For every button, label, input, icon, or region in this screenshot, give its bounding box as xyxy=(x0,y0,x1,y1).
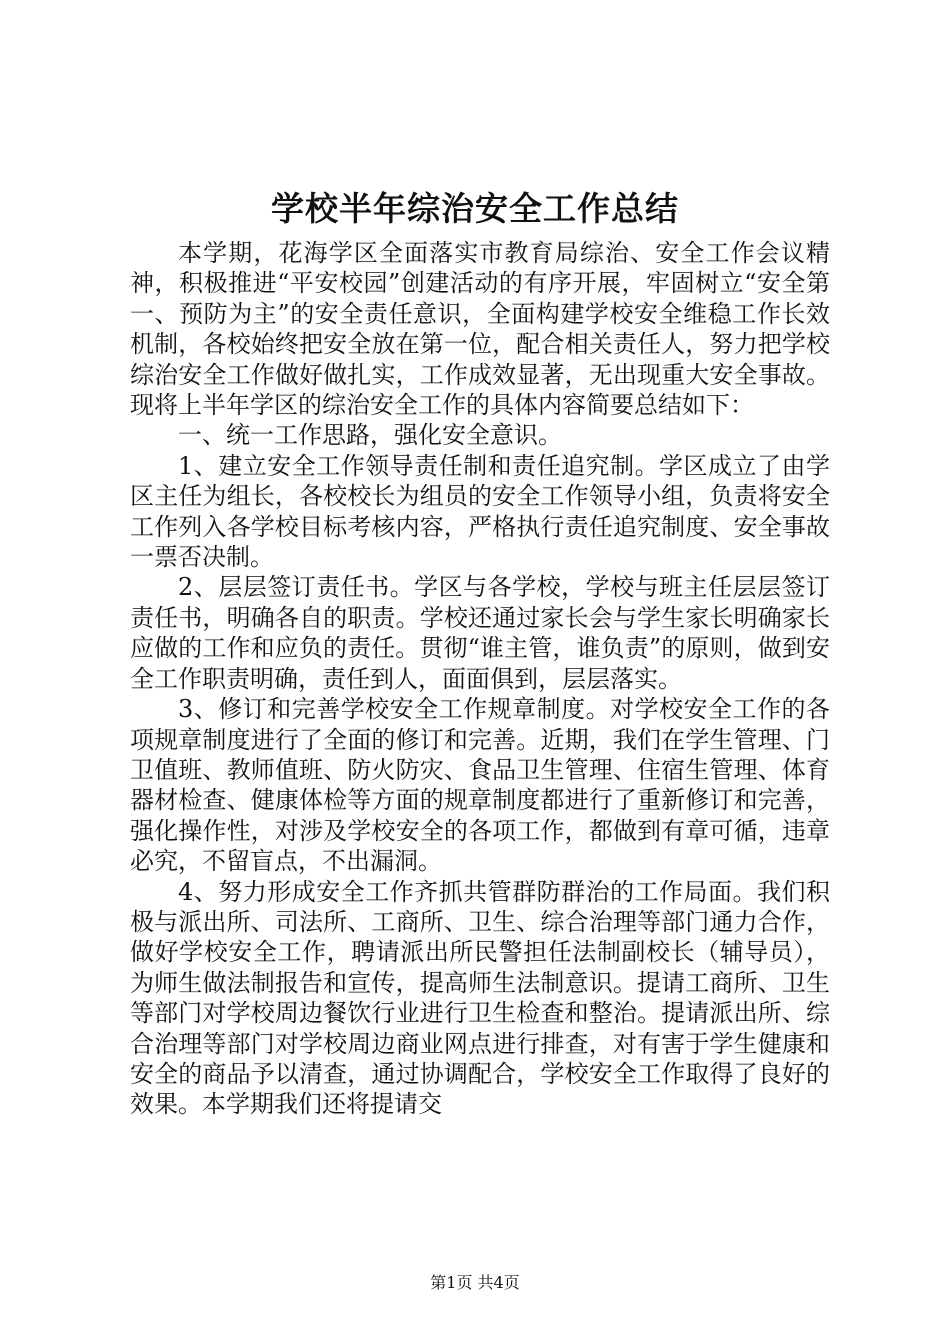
paragraph-item-4: 4、努力形成安全工作齐抓共管群防群治的工作局面。我们积极与派出所、司法所、工商所、卫生、综合治理等部门通力合作，做好学校安全工作，聘请派出所民警担任法制副校长（辅导员），为师生做法制报告和宣传，提高师生法制意识。提请工商所、卫生等部门对学校周边餐饮行业进行卫生检查和整治。提请派出所、综合治理等部门对学校周边商业网点进行排查，对有害于学生健康和安全的商品予以清查，通过协调配合，学校安全工作取得了良好的效果。本学期我们还将提请交 xyxy=(130,877,830,1119)
section-heading-1: 一、统一工作思路，强化安全意识。 xyxy=(178,421,562,450)
document-body xyxy=(130,238,830,1120)
paragraph-item-1: 1、建立安全工作领导责任制和责任追究制。学区成立了由学区主任为组长，各校校长为组员的安全工作领导小组，负责将安全工作列入各学校目标考核内容，严格执行责任追究制度、安全事故一票否决制。 xyxy=(130,451,830,572)
paragraph-intro: 本学期，花海学区全面落实市教育局综治、安全工作会议精神，积极推进“平安校园”创建活动的有序开展，牢固树立“安全第一、预防为主”的安全责任意识，全面构建学校安全维稳工作长效机制，各校始终把安全放在第一位，配合相关责任人，努力把学校综治安全工作做好做扎实，工作成效显著，无出现重大安全事故。现将上半年学区的综治安全工作的具体内容简要总结如下： xyxy=(130,239,830,420)
paragraph-item-2: 2、层层签订责任书。学区与各学校，学校与班主任层层签订责任书，明确各自的职责。学校还通过家长会与学生家长明确家长应做的工作和应负的责任。贯彻“谁主管，谁负责”的原则，做到安全工作职责明确，责任到人，面面俱到，层层落实。 xyxy=(130,573,830,693)
paragraph-item-3: 3、修订和完善学校安全工作规章制度。对学校安全工作的各项规章制度进行了全面的修订和完善。近期，我们在学生管理、门卫值班、教师值班、防火防灾、食品卫生管理、住宿生管理、体育器材检查、健康体检等方面的规章制度都进行了重新修订和完善，强化操作性，对涉及学校安全的各项工作，都做到有章可循，违章必究，不留盲点，不出漏洞。 xyxy=(130,695,830,876)
document-title: 学校半年综治安全工作总结 xyxy=(271,189,679,228)
page-number-footer: 第1页 共4页 xyxy=(430,1273,520,1292)
